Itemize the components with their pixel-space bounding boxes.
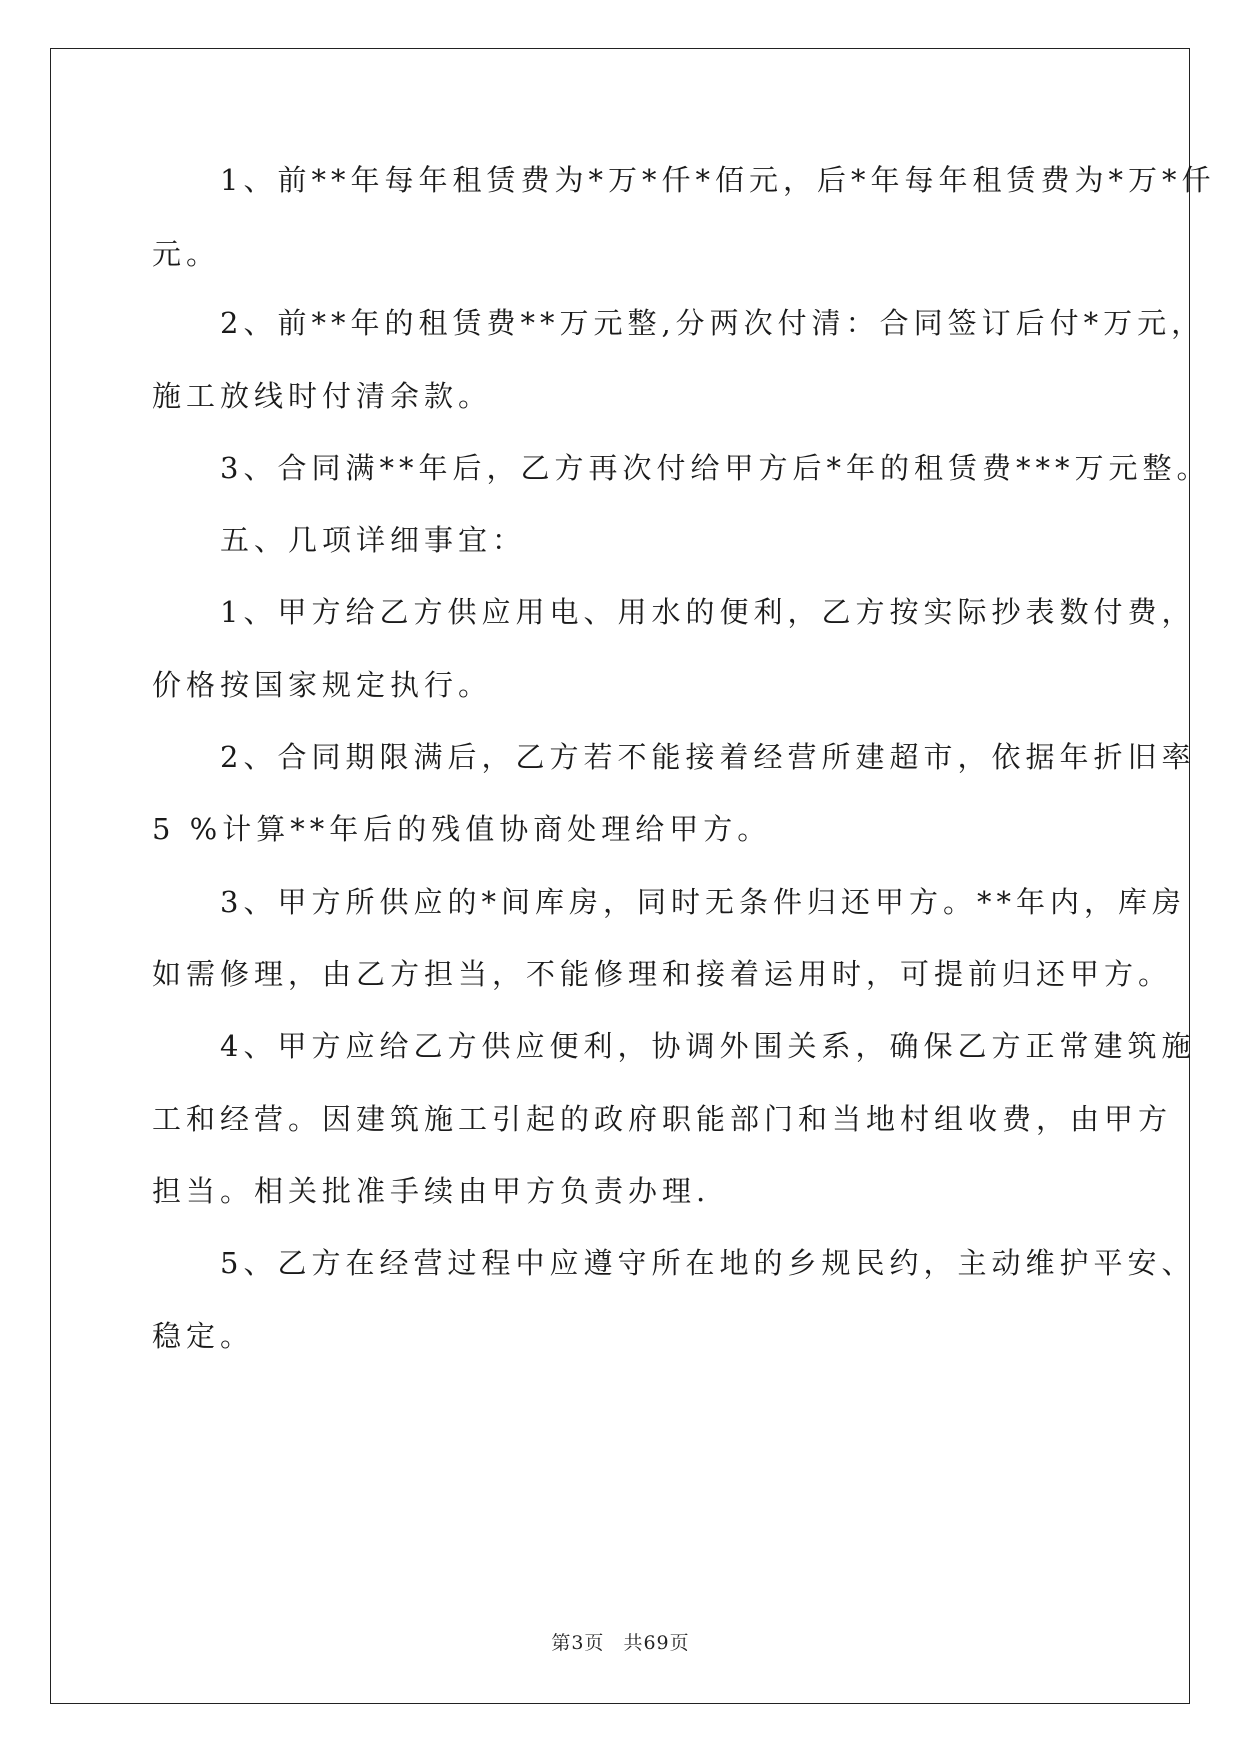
text-line: 价格按国家规定执行。 [152,668,493,702]
page-border [50,48,1190,1704]
text-line: 4、甲方应给乙方供应便利，协调外围关系，确保乙方正常建筑施 [152,1029,1196,1063]
page-total: 共69页 [623,1632,690,1654]
page-number: 第3页 [551,1632,605,1654]
text-line: 如需修理，由乙方担当，不能修理和接着运用时，可提前归还甲方。 [152,957,1173,991]
text-line: 2、前**年的租赁费**万元整,分两次付清：合同签订后付*万元， [152,306,1206,340]
text-line: 1、前**年每年租赁费为*万*仟*佰元，后*年每年租赁费为*万*仟 [152,163,1216,197]
text-line: 5、乙方在经营过程中应遵守所在地的乡规民约，主动维护平安、 [152,1246,1196,1280]
text-line: 元。 [152,237,221,271]
text-line: 3、甲方所供应的*间库房，同时无条件归还甲方。**年内，库房 [152,885,1186,919]
text-line: 5 %计算**年后的残值协商处理给甲方。 [152,812,772,846]
page-footer [0,1628,1241,1655]
text-line: 担当。相关批准手续由甲方负责办理. [152,1174,711,1208]
text-line: 稳定。 [152,1319,255,1353]
text-line: 工和经营。因建筑施工引起的政府职能部门和当地村组收费，由甲方 [152,1102,1173,1136]
text-line: 3、合同满**年后，乙方再次付给甲方后*年的租赁费***万元整。 [152,451,1211,485]
text-line: 1、甲方给乙方供应用电、用水的便利，乙方按实际抄表数付费， [152,595,1196,629]
text-line: 2、合同期限满后，乙方若不能接着经营所建超市，依据年折旧率 [152,740,1196,774]
text-line: 施工放线时付清余款。 [152,379,493,413]
section-heading: 五、几项详细事宜： [152,523,527,557]
